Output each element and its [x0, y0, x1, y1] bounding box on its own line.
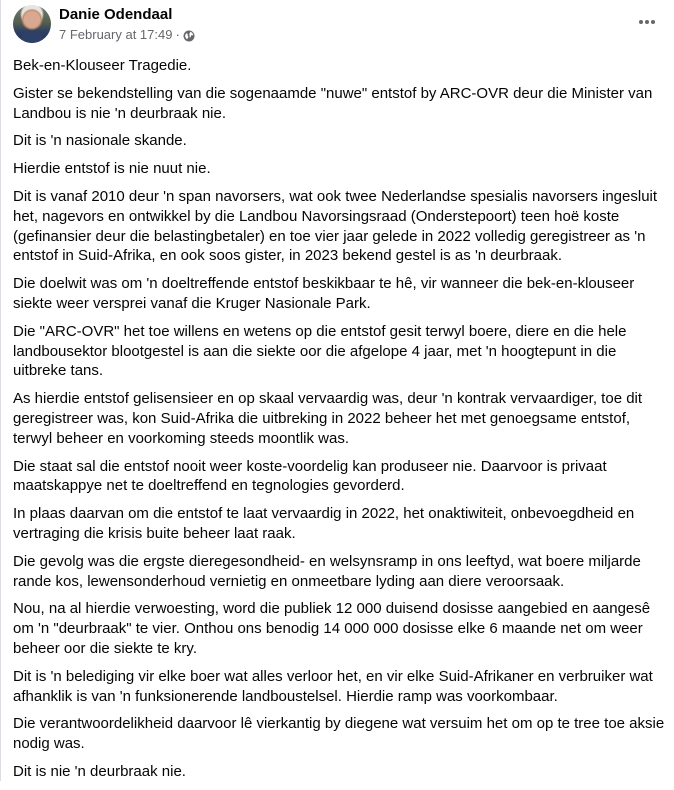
post-paragraph: In plaas daarvan om die entstof te laat vervaardig in 2022, het onaktiwiteit, onbevoegdheid en vertraging die krisis buite beheer laat raak. — [13, 505, 635, 542]
post-meta — [59, 26, 195, 43]
post-paragraph: Nou, na al hierdie verwoesting, word die publiek 12 000 duisend dosisse aangebied en aangesê om 'n "deurbraak" te vier. Onthou ons benodig 14 000 000 dosisse elke 6 maande net om weer beheer oor die siekte te kry. — [13, 600, 651, 657]
more-options-icon — [639, 20, 643, 24]
post-body — [13, 56, 665, 790]
post-paragraph: Hierdie entstof is nie nuut nie. — [13, 160, 211, 178]
post-paragraph: Bek-en-Klouseer Tragedie. — [13, 57, 192, 74]
post-timestamp[interactable]: 7 February at 17:49 — [59, 27, 173, 42]
post-paragraph: Dit is nie 'n deurbraak nie. — [13, 762, 186, 780]
post-paragraph: As hierdie entstof gelisensieer en op skaal vervaardig was, deur 'n kontrak vervaardiger, toe dit geregistreer was, kon Suid-Afrika die uitbreking in 2022 beheer het met genoegsame entstof, terwyl beheer en voorkoming steeds moontlik was. — [13, 390, 643, 447]
more-options-icon — [651, 20, 655, 24]
author-name[interactable]: Danie Odendaal — [59, 6, 173, 23]
post-paragraph: Die staat sal die entstof nooit weer koste-voordelig kan produseer nie. Daarvoor is privaat maatskappye net te doeltreffend en tegnologies gevorderd. — [13, 457, 607, 495]
post-paragraph: Die gevolg was die ergste dieregesondheid- en welsynsramp in ons leeftyd, wat boere miljarde rande kos, lewensonderhoud vernietig en onmeetbare lyding aan diere veroorsaak. — [13, 552, 641, 590]
post-header — [13, 4, 195, 44]
post-paragraph: Gister se bekendstelling van die sogenaamde "nuwe" entstof by ARC-OVR deur die Minister van Landbou is nie 'n deurbraak nie. — [13, 84, 653, 122]
globe-icon[interactable] — [183, 29, 195, 41]
author-block — [59, 5, 195, 43]
post-paragraph: Die verantwoordelikheid daarvoor lê vierkantig by diegene wat versuim het om op te tree toe aksie nodig was. — [13, 715, 665, 753]
post-paragraph: Dit is vanaf 2010 deur 'n span navorsers, wat ook twee Nederlandse spesialis navorsers ingesluit het, nagevors en ontwikkel by die Landbou Navorsingsraad (Onderstepoort) teen hoë koste (gefinansier deur die belastingbetaler) en toe vier jaar gelede in 2022 volledig geregistreer as 'n entstof in Suid-Afrika, en ook soos gister, in 2023 bekend gestel is as 'n deurbraak. — [13, 187, 658, 265]
author-avatar[interactable] — [13, 5, 51, 43]
post-paragraph: Dit is 'n belediging vir elke boer wat alles verloor het, en vir elke Suid-Afrikaner en verbruiker wat afhanklik is van 'n funksionerende landboustelsel. Hierdie ramp was voorkombaar. — [13, 667, 653, 705]
more-options-button[interactable] — [633, 8, 661, 36]
post-paragraph: Die "ARC-OVR" het toe willens en wetens op die entstof gesit terwyl boere, diere en die hele landbousektor blootgestel is aan die siekte oor die afgelope 4 jaar, met 'n hoogtepunt in die uitbreke tans. — [13, 322, 627, 380]
post-paragraph: Die doelwit was om 'n doeltreffende entstof beskikbaar te hê, vir wanneer die bek-en-klouseer siekte weer versprei vanaf die Kruger Nasionale Park. — [13, 275, 635, 312]
meta-separator: · — [175, 27, 180, 42]
post-paragraph: Dit is 'n nasionale skande. — [13, 132, 187, 150]
more-options-icon — [645, 20, 649, 24]
